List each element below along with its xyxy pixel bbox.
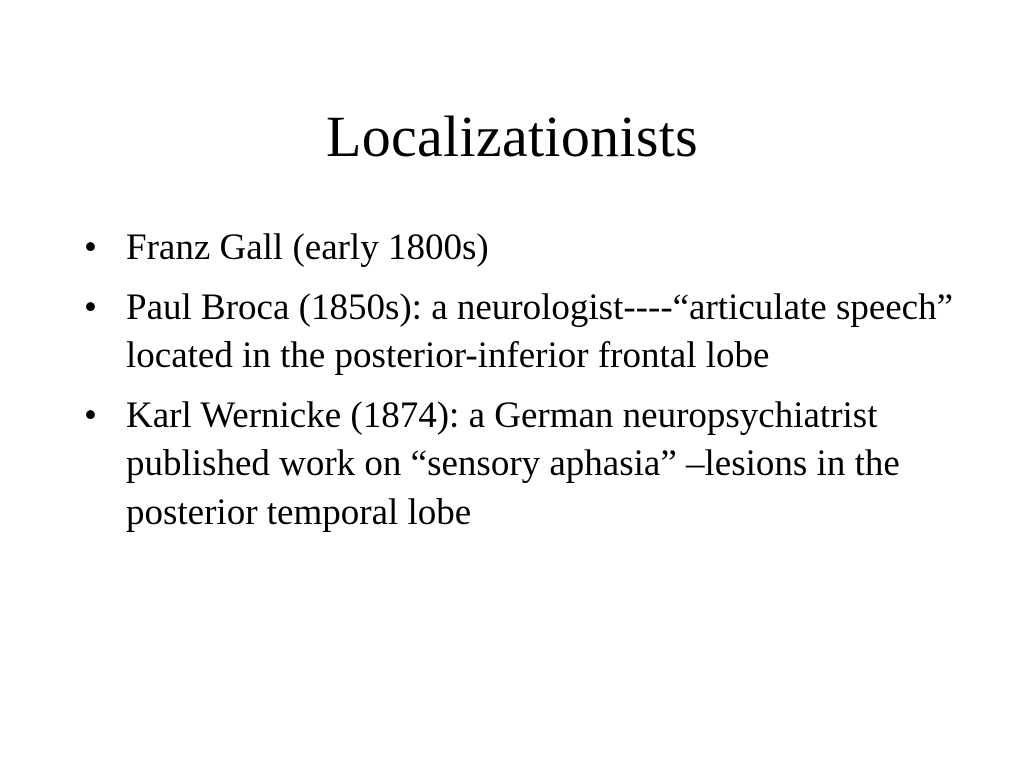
bullet-item-paul-broca bbox=[84, 284, 964, 381]
bullet-list bbox=[84, 224, 964, 548]
bullet-icon: • bbox=[84, 394, 97, 436]
slide-title: Localizationists bbox=[325, 104, 699, 169]
bullet-icon: • bbox=[84, 286, 97, 328]
bullet-icon: • bbox=[84, 227, 97, 268]
bullet-text: Karl Wernicke (1874): a German neuropsychiatrist published work on “sensory aphasia” –lesions in the posterior temporal lobe bbox=[126, 394, 900, 533]
bullet-text: Franz Gall (early 1800s) bbox=[126, 227, 489, 268]
bullet-item-franz-gall bbox=[84, 224, 964, 273]
bullet-text: Paul Broca (1850s): a neurologist----“articulate speech” located in the posterior-inferior frontal lobe bbox=[126, 286, 954, 376]
bullet-item-karl-wernicke bbox=[84, 392, 964, 538]
